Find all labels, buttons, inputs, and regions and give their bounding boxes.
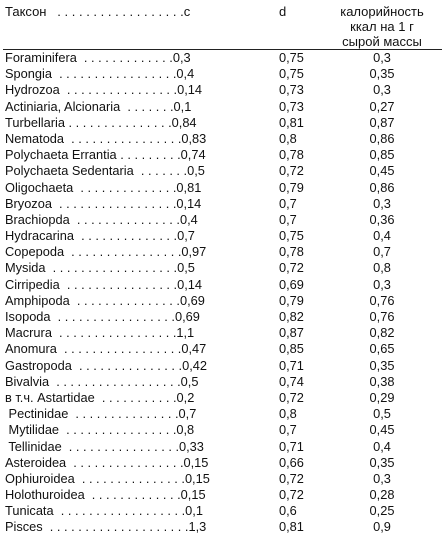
taxon-cell: Tunicata . . . . . . . . . . . . . . . . . .0,1 bbox=[5, 503, 203, 519]
calorie-cell: 0,28 bbox=[369, 487, 395, 503]
table-row bbox=[0, 503, 445, 519]
calorie-cell: 0,3 bbox=[373, 470, 391, 486]
calorie-cell: 0,3 bbox=[373, 82, 391, 98]
calorie-cell: 0,36 bbox=[369, 211, 395, 227]
calorie-cell: 0,87 bbox=[369, 114, 395, 130]
table-row bbox=[0, 293, 445, 309]
d-cell: 0,6 bbox=[279, 503, 297, 519]
table-row bbox=[0, 487, 445, 503]
calorie-cell: 0,27 bbox=[369, 98, 395, 114]
taxon-cell: Mysida . . . . . . . . . . . . . . . . . .0,5 bbox=[5, 260, 195, 276]
calorie-cell: 0,35 bbox=[369, 357, 395, 373]
calorie-cell: 0,82 bbox=[369, 325, 395, 341]
table-row bbox=[0, 163, 445, 179]
table-row bbox=[0, 212, 445, 228]
d-cell: 0,7 bbox=[279, 195, 297, 211]
table-row bbox=[0, 244, 445, 260]
table-row bbox=[0, 147, 445, 163]
d-cell: 0,75 bbox=[279, 50, 304, 65]
calorie-cell: 0,35 bbox=[369, 454, 395, 470]
calorie-cell: 0,85 bbox=[369, 147, 395, 163]
table-row bbox=[0, 66, 445, 82]
d-cell: 0,79 bbox=[279, 292, 304, 308]
d-cell: 0,78 bbox=[279, 244, 304, 260]
calorie-cell: 0,35 bbox=[369, 66, 395, 82]
taxon-cell: Polychaeta Errantia . . . . . . . . .0,74 bbox=[5, 147, 206, 163]
d-cell: 0,82 bbox=[279, 309, 304, 324]
d-cell: 0,66 bbox=[279, 454, 304, 470]
header-calorie-line1: калорийность bbox=[340, 4, 424, 19]
table-row bbox=[0, 374, 445, 390]
taxon-cell: Copepoda . . . . . . . . . . . . . . . .0,97 bbox=[5, 244, 207, 260]
taxon-cell: Nematoda . . . . . . . . . . . . . . . .0,83 bbox=[5, 130, 207, 146]
taxon-cell: Macrura . . . . . . . . . . . . . . . . .1,1 bbox=[5, 325, 195, 341]
taxon-cell: Gastropoda . . . . . . . . . . . . . . .0,42 bbox=[5, 357, 207, 373]
table-row bbox=[0, 131, 445, 147]
taxon-cell: Ophiuroidea . . . . . . . . . . . . . . .0,15 bbox=[5, 470, 210, 486]
table-row bbox=[0, 228, 445, 244]
table-row bbox=[0, 50, 445, 66]
d-cell: 0,71 bbox=[279, 357, 304, 373]
table-header bbox=[0, 0, 445, 52]
calorie-cell: 0,5 bbox=[373, 406, 391, 422]
d-cell: 0,72 bbox=[279, 260, 304, 276]
d-cell: 0,75 bbox=[279, 66, 304, 82]
d-cell: 0,87 bbox=[279, 325, 304, 341]
d-cell: 0,71 bbox=[279, 438, 304, 454]
d-cell: 0,78 bbox=[279, 147, 304, 163]
d-cell: 0,8 bbox=[279, 130, 297, 146]
taxon-cell: Bryozoa . . . . . . . . . . . . . . . . .0,14 bbox=[5, 195, 202, 211]
taxon-cell: Mytilidae . . . . . . . . . . . . . . . .0,8 bbox=[5, 422, 195, 438]
header-d: d bbox=[279, 4, 287, 19]
d-cell: 0,69 bbox=[279, 276, 304, 292]
table-row bbox=[0, 519, 445, 535]
table-row bbox=[0, 341, 445, 357]
calorie-cell: 0,4 bbox=[373, 228, 391, 244]
table-row bbox=[0, 277, 445, 293]
calorie-cell: 0,38 bbox=[369, 373, 395, 389]
table-row bbox=[0, 180, 445, 196]
table-row bbox=[0, 471, 445, 487]
calorie-cell: 0,29 bbox=[369, 389, 395, 405]
calorie-cell: 0,9 bbox=[373, 519, 391, 535]
d-cell: 0,7 bbox=[279, 211, 297, 227]
calorie-cell: 0,3 bbox=[373, 276, 391, 292]
calorie-cell: 0,25 bbox=[369, 503, 395, 519]
table-row bbox=[0, 196, 445, 212]
calorie-cell: 0,76 bbox=[369, 309, 395, 324]
taxon-cell: Bivalvia . . . . . . . . . . . . . . . . . .0,5 bbox=[5, 373, 199, 389]
calorie-cell: 0,8 bbox=[373, 260, 391, 276]
calorie-cell: 0,7 bbox=[373, 244, 391, 260]
taxon-cell: Tellinidae . . . . . . . . . . . . . . . .0,33 bbox=[5, 438, 204, 454]
taxon-cell: Hydrozoa . . . . . . . . . . . . . . . .0,14 bbox=[5, 82, 203, 98]
taxon-cell: Asteroidea . . . . . . . . . . . . . . . .0,15 bbox=[5, 454, 209, 470]
d-cell: 0,81 bbox=[279, 114, 304, 130]
header-taxon-c: Таксон . . . . . . . . . . . . . . . . . .с bbox=[5, 4, 191, 19]
table-row bbox=[0, 260, 445, 276]
calorie-cell: 0,3 bbox=[373, 50, 391, 65]
d-cell: 0,74 bbox=[279, 373, 304, 389]
table-row bbox=[0, 82, 445, 98]
calorie-cell: 0,4 bbox=[373, 438, 391, 454]
header-calorie-line3: сырой массы bbox=[342, 34, 422, 49]
taxon-cell: Holothuroidea . . . . . . . . . . . . .0,15 bbox=[5, 487, 206, 503]
d-cell: 0,73 bbox=[279, 98, 304, 114]
calorie-cell: 0,86 bbox=[369, 130, 395, 146]
table-row bbox=[0, 422, 445, 438]
taxon-cell: Cirripedia . . . . . . . . . . . . . . . .0,14 bbox=[5, 276, 202, 292]
header-calorie-line2: ккал на 1 г bbox=[350, 19, 414, 34]
table-row bbox=[0, 325, 445, 341]
taxon-cell: Pectinidae . . . . . . . . . . . . . . .0,7 bbox=[5, 406, 197, 422]
table-row bbox=[0, 406, 445, 422]
table-row bbox=[0, 390, 445, 406]
taxon-cell: Brachiopda . . . . . . . . . . . . . . .0,4 bbox=[5, 211, 198, 227]
calorie-cell: 0,45 bbox=[369, 163, 395, 179]
taxon-cell: в т.ч. Astartidae . . . . . . . . . . .0,2 bbox=[5, 389, 195, 405]
taxon-cell: Oligochaeta . . . . . . . . . . . . . .0,81 bbox=[5, 179, 202, 195]
taxon-cell: Spongia . . . . . . . . . . . . . . . . .0,4 bbox=[5, 66, 195, 82]
taxon-cell: Polychaeta Sedentaria . . . . . . .0,5 bbox=[5, 163, 205, 179]
taxon-cell: Foraminifera . . . . . . . . . . . . .0,3 bbox=[5, 50, 191, 65]
taxon-cell: Hydracarina . . . . . . . . . . . . . .0,7 bbox=[5, 228, 195, 244]
taxon-cell: Amphipoda . . . . . . . . . . . . . . .0,69 bbox=[5, 292, 205, 308]
d-cell: 0,72 bbox=[279, 389, 304, 405]
d-cell: 0,72 bbox=[279, 487, 304, 503]
table-row bbox=[0, 455, 445, 471]
d-cell: 0,72 bbox=[279, 470, 304, 486]
d-cell: 0,72 bbox=[279, 163, 304, 179]
calorie-cell: 0,86 bbox=[369, 179, 395, 195]
taxon-cell: Pisces . . . . . . . . . . . . . . . . . . . .1,3 bbox=[5, 519, 207, 535]
d-cell: 0,73 bbox=[279, 82, 304, 98]
d-cell: 0,75 bbox=[279, 228, 304, 244]
calorie-cell: 0,76 bbox=[369, 292, 395, 308]
taxon-cell: Actiniaria, Alcionaria . . . . . . .0,1 bbox=[5, 98, 192, 114]
d-cell: 0,7 bbox=[279, 422, 297, 438]
calorie-cell: 0,3 bbox=[373, 195, 391, 211]
taxon-cell: Turbellaria . . . . . . . . . . . . . . .0,84 bbox=[5, 114, 197, 130]
table-row bbox=[0, 115, 445, 131]
table-row bbox=[0, 99, 445, 115]
calorie-cell: 0,65 bbox=[369, 341, 395, 357]
d-cell: 0,79 bbox=[279, 179, 304, 195]
d-cell: 0,81 bbox=[279, 519, 304, 535]
table-row bbox=[0, 439, 445, 455]
d-cell: 0,85 bbox=[279, 341, 304, 357]
table-body bbox=[0, 50, 445, 536]
table-row bbox=[0, 309, 445, 325]
taxon-cell: Anomura . . . . . . . . . . . . . . . . .0,47 bbox=[5, 341, 207, 357]
table-row bbox=[0, 358, 445, 374]
taxon-cell: Isopoda . . . . . . . . . . . . . . . . .0,69 bbox=[5, 309, 200, 324]
d-cell: 0,8 bbox=[279, 406, 297, 422]
calorie-cell: 0,45 bbox=[369, 422, 395, 438]
header-calorie bbox=[326, 4, 438, 49]
